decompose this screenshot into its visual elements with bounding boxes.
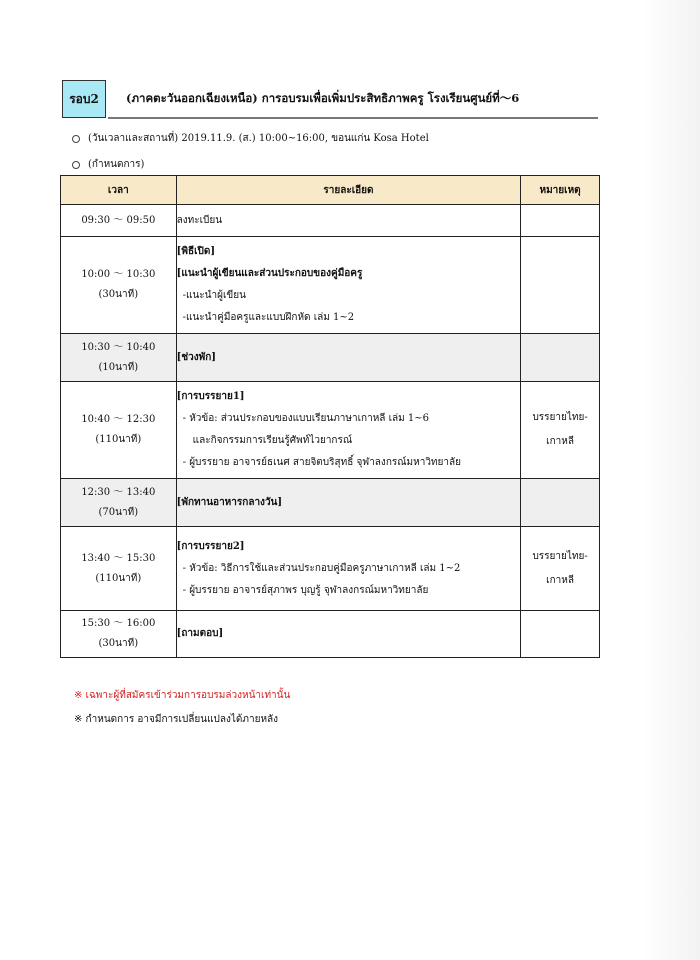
table-row	[61, 611, 600, 658]
detail-line: [การบรรยาย1]	[176, 391, 245, 402]
detail-cell	[176, 334, 521, 382]
header-note: หมายเหตุ	[521, 176, 600, 205]
time-range: 15:30 〜 16:00	[81, 618, 156, 629]
duration: (30นาที)	[98, 638, 139, 649]
detail-line: -แนะนำคู่มือครูและแบบฝึกหัด เล่ม 1~2	[182, 312, 355, 323]
detail-line: ลงทะเบียน	[176, 214, 223, 226]
detail-line: [ช่วงพัก]	[176, 351, 217, 363]
detail-line: [พิธีเปิด]	[176, 246, 216, 257]
time-cell	[61, 205, 177, 237]
note-text: บรรยายไทย-เกาหลี	[532, 550, 588, 586]
detail-cell	[176, 382, 521, 479]
table-row	[61, 527, 600, 611]
note-registration: ※ เฉพาะผู้ที่สมัครเข้าร่วมการอบรมล่วงหน้าเท่านั้น	[74, 690, 291, 701]
detail-line: [แนะนำผู้เขียนและส่วนประกอบของคู่มือครู	[176, 268, 363, 279]
note-cell	[521, 479, 600, 527]
detail-line: - หัวข้อ: ส่วนประกอบของแบบเรียนภาษาเกาหลี เล่ม 1~6	[182, 413, 430, 424]
datetime-text: (วันเวลาและสถานที่) 2019.11.9. (ส.) 10:00~16:00, ขอนแก่น Kosa Hotel	[88, 133, 429, 144]
note-cell	[521, 334, 600, 382]
detail-line: [ถามตอบ]	[176, 628, 224, 639]
time-range: 13:40 〜 15:30	[81, 552, 156, 564]
duration: (110นาที)	[95, 434, 142, 445]
detail-line: - ผู้บรรยาย อาจารย์ธเนศ สายจิตบริสุทธิ์ จุฬาลงกรณ์มหาวิทยาลัย	[182, 457, 461, 468]
time-cell	[61, 527, 177, 611]
time-cell	[61, 479, 177, 527]
note-cell	[521, 237, 600, 334]
time-cell	[61, 237, 177, 334]
detail-cell	[176, 205, 521, 237]
document-header	[62, 80, 602, 118]
detail-line: และกิจกรรมการเรียนรู้ศัพท์ไวยากรณ์	[192, 435, 353, 446]
note-cell	[521, 527, 600, 611]
table-row	[61, 237, 600, 334]
detail-cell	[176, 479, 521, 527]
table-row	[61, 334, 600, 382]
note-cell	[521, 382, 600, 479]
table-row	[61, 479, 600, 527]
detail-cell	[176, 237, 521, 334]
time-range: 10:30 〜 10:40	[81, 341, 156, 353]
schedule-label-text: (กำหนดการ)	[88, 159, 145, 170]
note-cell	[521, 205, 600, 237]
time-cell	[61, 611, 177, 658]
duration: (30นาที)	[98, 289, 139, 300]
schedule-table	[60, 175, 600, 658]
table-row	[61, 382, 600, 479]
table-row	[61, 205, 600, 237]
detail-cell	[176, 527, 521, 611]
round-badge: รอบ2	[62, 80, 106, 118]
time-cell	[61, 382, 177, 479]
schedule-label-line	[72, 157, 144, 172]
duration: (70นาที)	[98, 506, 139, 518]
datetime-line	[72, 131, 429, 146]
table-header-row	[61, 176, 600, 205]
detail-line: [การบรรยาย2]	[176, 540, 245, 552]
time-range: 09:30 〜 09:50	[81, 214, 156, 226]
duration: (110นาที)	[95, 572, 142, 584]
detail-cell	[176, 611, 521, 658]
detail-line: - หัวข้อ: วิธีการใช้และส่วนประกอบคู่มือครูภาษาเกาหลี เล่ม 1~2	[182, 562, 461, 574]
title-underline	[108, 117, 598, 119]
header-time: เวลา	[61, 176, 177, 205]
circle-bullet-icon	[72, 135, 80, 143]
header-detail: รายละเอียด	[176, 176, 521, 205]
time-range: 12:30 〜 13:40	[81, 486, 156, 498]
detail-line: -แนะนำผู้เขียน	[182, 290, 246, 301]
time-cell	[61, 334, 177, 382]
note-cell	[521, 611, 600, 658]
detail-line: [พักทานอาหารกลางวัน]	[176, 496, 283, 508]
circle-bullet-icon	[72, 161, 80, 169]
time-range: 10:40 〜 12:30	[81, 414, 156, 425]
duration: (10นาที)	[98, 361, 139, 373]
detail-line: - ผู้บรรยาย อาจารย์สุภาพร บุญรู้ จุฬาลงกรณ์มหาวิทยาลัย	[182, 584, 429, 596]
note-text: บรรยายไทย-เกาหลี	[532, 412, 588, 447]
time-range: 10:00 〜 10:30	[81, 269, 156, 280]
document-title: (ภาคตะวันออกเฉียงเหนือ) การอบรมเพื่อเพิ่มประสิทธิภาพครู โรงเรียนศูนย์ที่〜6	[126, 91, 520, 105]
note-schedule-change: ※ กำหนดการ อาจมีการเปลี่ยนแปลงได้ภายหลัง	[74, 714, 279, 725]
